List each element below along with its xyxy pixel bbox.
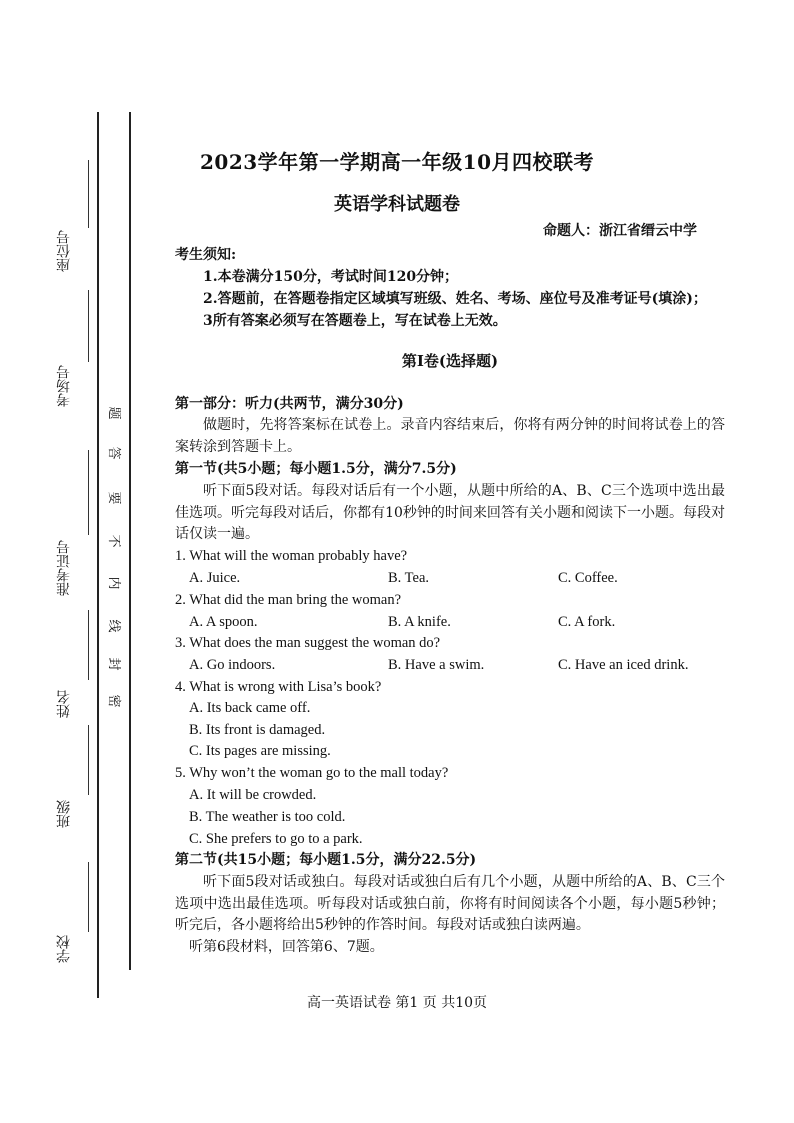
option-2c: C. A fork. <box>558 614 616 630</box>
section1-heading: 第一节(共5小题；每小题1.5分，满分7.5分) <box>175 461 457 477</box>
seal-char: 不 <box>108 531 122 547</box>
page-footer: 高一英语试卷 第1 页 共10页 <box>306 995 488 1011</box>
room-blank <box>88 290 89 362</box>
question-4: 4. What is wrong with Lisa’s book? <box>175 679 382 695</box>
option-1a: A. Juice. <box>189 570 241 586</box>
option-5c: C. She prefers to go to a park. <box>189 831 363 847</box>
binding-line-inner <box>129 112 131 970</box>
school-blank <box>88 862 89 932</box>
question-2: 2. What did the man bring the woman? <box>175 592 402 608</box>
notice-item: 1.本卷满分150分，考试时间120分钟； <box>203 269 459 285</box>
option-4b: B. Its front is damaged. <box>189 722 326 738</box>
ticket-number-label: 准考证号 <box>56 540 72 596</box>
class-blank <box>88 725 89 795</box>
volume-title: 第Ⅰ卷(选择题) <box>401 352 499 370</box>
name-label: 姓名 <box>56 690 72 718</box>
seal-char: 题 <box>108 403 122 419</box>
option-1b: B. Tea. <box>388 570 430 586</box>
seal-char: 内 <box>108 573 122 589</box>
option-2a: A. A spoon. <box>189 614 258 630</box>
question-3: 3. What does the man suggest the woman do? <box>175 635 441 651</box>
option-5b: B. The weather is too cold. <box>189 809 346 825</box>
school-label: 学校 <box>56 935 72 963</box>
option-3b: B. Have a swim. <box>388 657 485 673</box>
seal-char: 封 <box>108 654 122 670</box>
seal-char: 要 <box>108 488 122 504</box>
question-1: 1. What will the woman probably have? <box>175 548 408 564</box>
question-5: 5. Why won’t the woman go to the mall today? <box>175 765 449 781</box>
option-3c: C. Have an iced drink. <box>558 657 689 673</box>
part1-intro: 做题时，先将答案标在试卷上。录音内容结束后，你将有两分钟的时间将试卷上的答案转涂到答题卡上。 <box>175 417 725 455</box>
option-4a: A. Its back came off. <box>189 700 311 716</box>
class-label: 班级 <box>56 800 72 828</box>
seal-char: 密 <box>108 691 122 707</box>
option-4c: C. Its pages are missing. <box>189 743 331 759</box>
section2-intro: 听下面5段对话或独白。每段对话或独白后有几个小题，从题中所给的A、B、C三个选项中选出最佳选项。听每段对话或独白前，你将有时间阅读各个小题，每小题5秒钟；听完后，各小题将给出5秒钟的作答时间。每段对话或独白读两遍。 <box>175 874 725 934</box>
option-2b: B. A knife. <box>388 614 451 630</box>
option-5a: A. It will be crowded. <box>189 787 317 803</box>
option-1c: C. Coffee. <box>558 570 618 586</box>
seat-number-label: 座位号 <box>56 230 72 272</box>
main-content <box>175 0 725 1000</box>
exam-title: 2023学年第一学期高一年级10月四校联考 <box>200 150 594 174</box>
seal-char: 线 <box>108 616 122 632</box>
author-line: 命题人：浙江省缙云中学 <box>543 223 697 239</box>
exam-subtitle: 英语学科试题卷 <box>334 194 460 215</box>
part1-heading: 第一部分：听力(共两节，满分30分) <box>175 396 404 412</box>
binding-line-outer <box>97 112 99 998</box>
section2-heading: 第二节(共15小题；每小题1.5分，满分22.5分) <box>175 852 477 868</box>
ticket-blank <box>88 450 89 535</box>
notice-item: 3所有答案必须写在答题卷上，写在试卷上无效。 <box>203 313 507 329</box>
seal-char: 答 <box>108 443 122 459</box>
notice-heading: 考生须知: <box>175 247 237 263</box>
name-blank <box>88 610 89 680</box>
section2-next: 听第6段材料，回答第6、7题。 <box>189 939 384 955</box>
notice-item: 2.答题前，在答题卷指定区域填写班级、姓名、考场、座位号及准考证号(填涂)； <box>203 291 707 307</box>
option-3a: A. Go indoors. <box>189 657 276 673</box>
exam-room-label: 考场号 <box>56 365 72 407</box>
section1-intro: 听下面5段对话。每段对话后有一个小题，从题中所给的A、B、C三个选项中选出最佳选项。听完每段对话后，你都有10秒钟的时间来回答有关小题和阅读下一小题。每段对话仅读一遍。 <box>175 483 725 543</box>
